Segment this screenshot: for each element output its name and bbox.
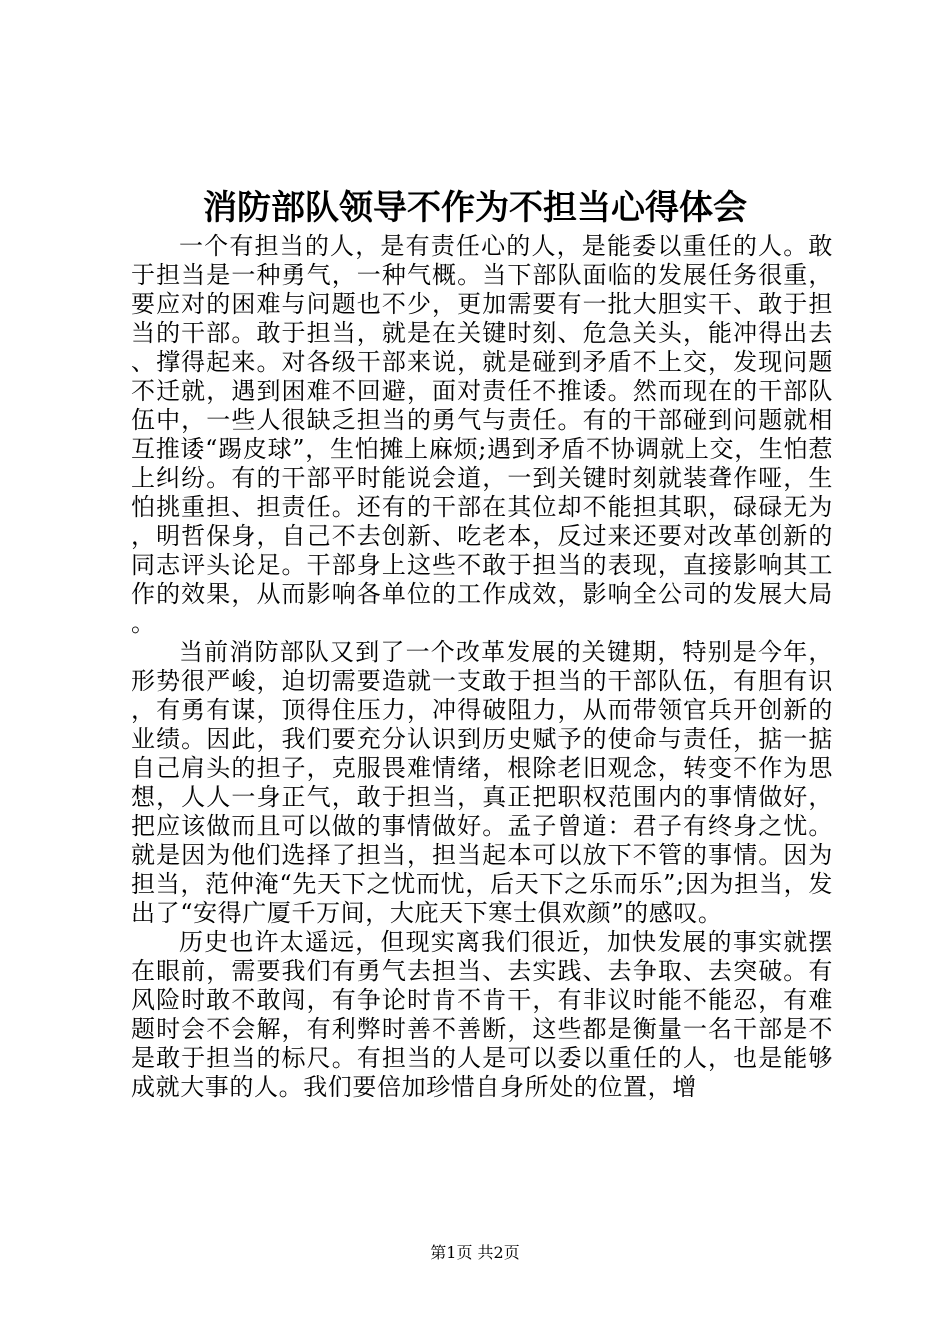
document-title: 消防部队领导不作为不担当心得体会 (203, 188, 747, 228)
document-body (131, 232, 833, 1102)
page-footer: 第1页 共2页 (430, 1243, 520, 1262)
paragraph-3: 历史也许太遥远，但现实离我们很近，加快发展的事实就摆在眼前，需要我们有勇气去担当、去实践、去争取、去突破。有风险时敢不敢闯，有争论时肯不肯干，有非议时能不能忍，有难题时会不会解，有利弊时善不善断，这些都是衡量一名干部是不是敢于担当的标尺。有担当的人是可以委以重任的人，也是能够成就大事的人。我们要倍加珍惜自身所处的位置，增 (131, 928, 833, 1101)
paragraph-1: 一个有担当的人，是有责任心的人，是能委以重任的人。敢于担当是一种勇气，一种气概。当下部队面临的发展任务很重，要应对的困难与问题也不少，更加需要有一批大胆实干、敢于担当的干部。敢于担当，就是在关键时刻、危急关头，能冲得出去、撑得起来。对各级干部来说，就是碰到矛盾不上交，发现问题不迁就，遇到困难不回避，面对责任不推诿。然而现在的干部队伍中，一些人很缺乏担当的勇气与责任。有的干部碰到问题就相互推诿“踢皮球”，生怕摊上麻烦;遇到矛盾不协调就上交，生怕惹上纠纷。有的干部平时能说会道，一到关键时刻就装聋作哑，生怕挑重担、担责任。还有的干部在其位却不能担其职，碌碌无为，明哲保身，自己不去创新、吃老本，反过来还要对改革创新的同志评头论足。干部身上这些不敢于担当的表现，直接影响其工作的效果，从而影响各单位的工作成效，影响全公司的发展大局。 (131, 232, 833, 637)
paragraph-2: 当前消防部队又到了一个改革发展的关键期，特别是今年，形势很严峻，迫切需要造就一支敢于担当的干部队伍，有胆有识，有勇有谋，顶得住压力，冲得破阻力，从而带领官兵开创新的业绩。因此，我们要充分认识到历史赋予的使命与责任，掂一掂自己肩头的担子，克服畏难情绪，根除老旧观念，转变不作为思想，人人一身正气，敢于担当，真正把职权范围内的事情做好，把应该做而且可以做的事情做好。孟子曾道：君子有终身之忧。就是因为他们选择了担当，担当起本可以放下不管的事情。因为担当，范仲淹“先天下之忧而忧，后天下之乐而乐”;因为担当，发出了“安得广厦千万间，大庇天下寒士俱欢颜”的感叹。 (131, 638, 833, 927)
